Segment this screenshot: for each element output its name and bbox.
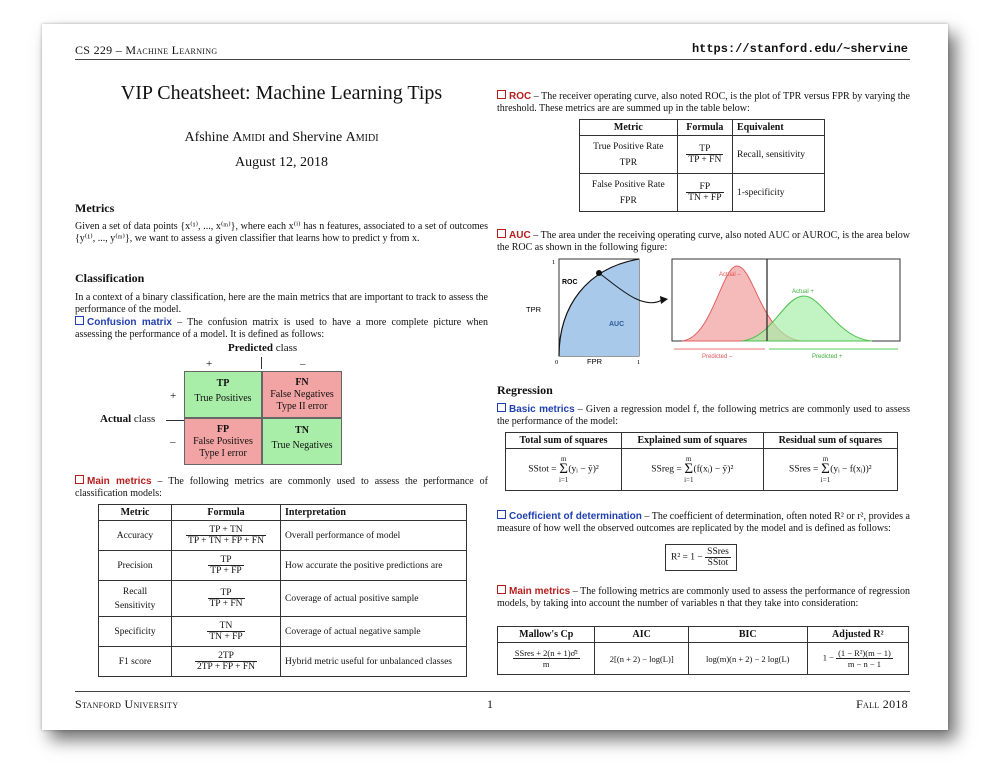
table-row: Recall Sensitivity $\frac{TP}{TP + FN}$ Coverage of actual positive sample [99,581,467,617]
tpr-axis-label: TPR [526,305,541,314]
table-header-row: Mallow's Cp AIC BIC Adjusted R² [498,627,909,643]
course-header: CS 229 – Machine Learning [75,43,218,57]
section-regression: Regression [497,383,553,397]
tick-one-y: 1 [552,259,556,266]
sum-of-squares-table [505,432,898,491]
table-row: True Positive Rate TPR $\frac{TP}{TP + FN}$ Recall, sensitivity [580,136,825,174]
table-row: F1 score $\frac{2TP}{2TP + FP + FN}$ Hybrid metric useful for unbalanced classes [99,647,467,677]
predicted-positive-label: Predicted + [812,354,843,360]
roc-table [579,119,825,212]
tick-zero: 0 [555,359,559,366]
footer-term: Fall 2018 [856,697,908,711]
page-number: 1 [487,697,493,711]
actual-positive-label: Actual + [792,289,814,295]
section-classification: Classification [75,271,145,285]
basic-metrics-paragraph: Basic metrics – Given a regression model f, the following metrics are commonly used to assess the performance of the model: [497,404,910,427]
plus-row-label: + [170,390,177,402]
actual-negative-label: Actual – [719,272,741,278]
checkbox-icon [497,229,506,238]
page-title: VIP Cheatsheet: Machine Learning Tips [120,82,443,104]
checkbox-icon [75,316,84,325]
header-rule [75,59,910,60]
checkbox-icon [497,585,506,594]
table-row: $\frac{\text{SSres + 2(n + 1)σ̂²}}{m}$ 2[(n + 2) − log(L)] log(m)(n + 2) − 2 log(L) 1 − $\frac{\text{(1 − R²)(m − 1)}}{m - n - 1}$ [498,643,909,675]
metrics-text: Given a set of data points {x⁽¹⁾, ..., x⁽ᵐ⁾}, where each x⁽ⁱ⁾ has n features, associated to a set of outcomes {y⁽¹⁾, ..., y⁽ᵐ⁾}, we want to assess a given classifier that learns how to predict y from x. [75,221,488,244]
cod-paragraph: Coefficient of determination – The coefficient of determination, often noted R² or r², provides a measure of how well the observed outcomes are replicated by the model and is defined as follows: [497,511,910,534]
actual-class-label: Actual class [100,413,156,425]
r2-formula-box: R² = 1 − $\frac{\text{SSres}}{\text{SStot}}$ [665,544,737,571]
auc-label: AUC [609,321,625,328]
tick-one-x: 1 [637,359,641,366]
predicted-class-label: Predicted class [228,342,298,354]
table-header-row: Total sum of squares Explained sum of squares Residual sum of squares [506,433,898,449]
cell-true-positives: TP True Positives [184,371,262,418]
checkbox-icon [497,510,506,519]
minus-row-label: – [170,436,176,448]
cell-true-negatives: TN True Negatives [262,418,342,465]
auc-figure [522,256,902,366]
footer-university: Stanford University [75,697,179,711]
table-row: SStot = m Σ i=1(yᵢ − ȳ)² SSreg = m Σ i=1(f(xᵢ) − ȳ)² SSres = m Σ i=1(yᵢ − f(xᵢ))² [506,449,898,491]
minus-col-label: – [300,358,306,370]
classification-text: In a context of a binary classification, here are the main metrics that are important to track to assess the performance of the model. [75,292,488,315]
confusion-paragraph: Confusion matrix – The confusion matrix is used to have a more complete picture when assessing the performance of a model. It is defined as follows: [75,317,488,340]
table-header-row: Metric Formula Equivalent [580,120,825,136]
regression-main-metrics-paragraph: Main metrics – The following metrics are commonly used to assess the performance of regression models, by taking into account the number of variables n that they take into consideration: [497,586,910,609]
regression-metrics-table [497,626,909,675]
col-divider [261,357,262,369]
table-row: Precision $\frac{TP}{TP + FP}$ How accurate the positive predictions are [99,551,467,581]
arrow-head-icon [660,296,668,304]
table-header-row: Metric Formula Interpretation [99,505,467,521]
document-page [42,24,948,730]
main-metrics-paragraph: Main metrics – The following metrics are commonly used to assess the performance of classification models: [75,476,488,499]
checkbox-icon [75,475,84,484]
roc-label: ROC [562,279,578,286]
authors: Afshine Amidi and Shervine Amidi [184,130,379,145]
table-row: Specificity $\frac{TN}{TN + FP}$ Coverage of actual negative sample [99,617,467,647]
cell-false-negatives: FN False Negatives Type II error [262,371,342,418]
auc-paragraph: AUC – The area under the receiving operating curve, also noted AUC or AUROC, is the area below the ROC as shown in the following figure: [497,230,910,253]
fpr-axis-label: FPR [587,357,602,366]
checkbox-icon [497,403,506,412]
table-row: Accuracy $\frac{TP + TN}{TP + TN + FP + FN}$ Overall performance of model [99,521,467,551]
roc-paragraph: ROC – The receiver operating curve, also noted ROC, is the plot of TPR versus FPR by varying the threshold. These metrics are are summed up in the table below: [497,91,910,114]
footer-rule [75,691,910,692]
row-divider [166,420,184,421]
predicted-negative-label: Predicted – [702,354,733,360]
classification-metrics-table [98,504,467,677]
checkbox-icon [497,90,506,99]
course-url[interactable]: https://stanford.edu/~shervine [691,42,908,56]
section-metrics: Metrics [75,201,115,215]
cell-false-positives: FP False Positives Type I error [184,418,262,465]
date: August 12, 2018 [235,155,328,170]
table-row: False Positive Rate FPR $\frac{FP}{TN + FP}$ 1-specificity [580,174,825,212]
plus-col-label: + [206,358,213,370]
